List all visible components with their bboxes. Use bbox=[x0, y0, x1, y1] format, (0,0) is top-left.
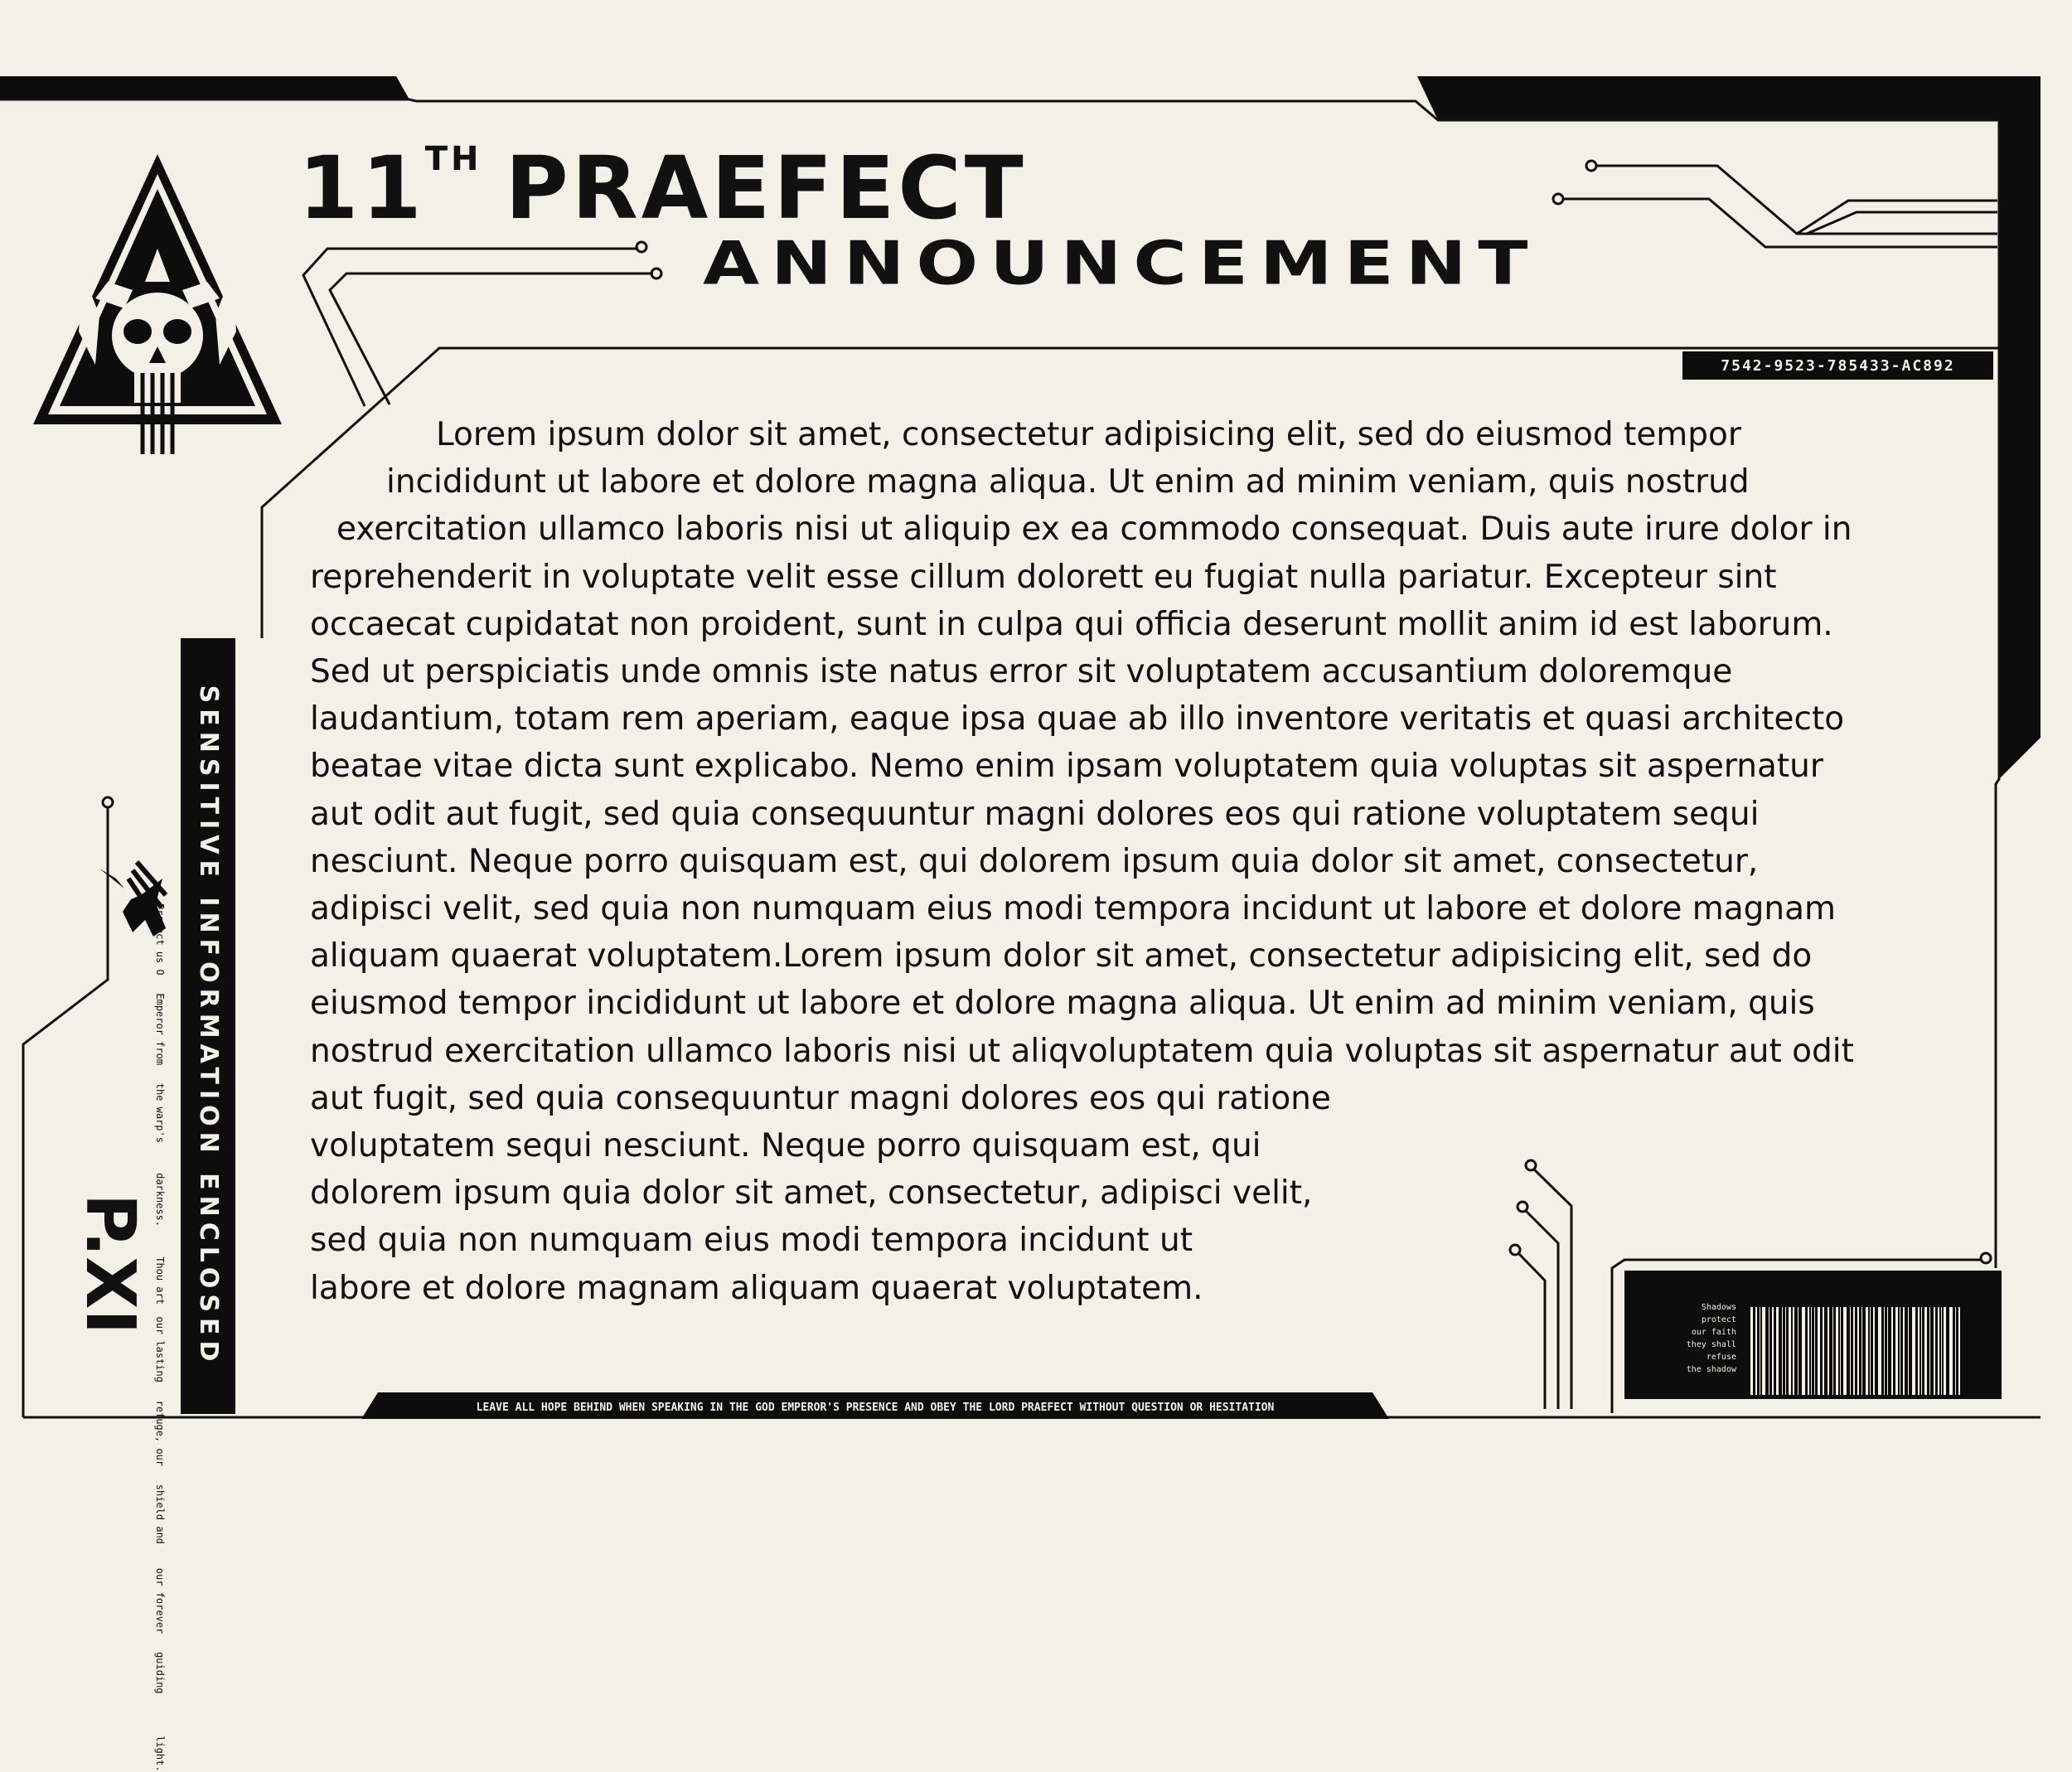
barcode-bar bbox=[1853, 1307, 1855, 1395]
barcode-bar bbox=[1861, 1307, 1862, 1395]
body-line: adipisci velit, sed quia non numquam eius modi tempora incidunt ut labore et dolore magnam bbox=[310, 890, 1837, 928]
body-line: nesciunt. Neque porro quisquam est, qui dolorem ipsum quia dolor sit amet, consectetur, bbox=[310, 842, 1759, 880]
barcode-bar bbox=[1789, 1307, 1791, 1395]
footer-strip-text: LEAVE ALL HOPE BEHIND WHEN SPEAKING IN THE GOD EMPEROR'S PRESENCE AND OBEY THE LORD PRAEFECT WITHOUT QUESTION OR HESITATION bbox=[476, 1401, 1275, 1414]
body-line: laudantium, totam rem aperiam, eaque ipsa quae ab illo inventore veritatis et quasi architecto bbox=[310, 700, 1845, 738]
barcode-bar bbox=[1918, 1307, 1920, 1395]
barcode-bar bbox=[1958, 1307, 1960, 1395]
body-line: nostrud exercitation ullamco laboris nisi ut aliqvoluptatem quia voluptas sit aspernatur aut odit bbox=[310, 1032, 1854, 1070]
barcode-bar bbox=[1955, 1307, 1956, 1395]
barcode-bar bbox=[1878, 1307, 1881, 1395]
body-line: voluptatem sequi nesciunt. Neque porro quisquam est, qui bbox=[310, 1127, 1261, 1165]
left-node bbox=[103, 797, 113, 807]
barcode-bar bbox=[1832, 1307, 1833, 1395]
barcode-bar bbox=[1929, 1307, 1930, 1395]
body-line: Lorem ipsum dolor sit amet, consectetur adipisicing elit, sed do eiusmod tempor bbox=[436, 416, 1741, 453]
barcode-bar bbox=[1782, 1307, 1783, 1395]
barcode-bar bbox=[1840, 1307, 1841, 1395]
barcode-bar bbox=[1891, 1307, 1893, 1395]
body-line: incididunt ut labore et dolore magna aliqua. Ut enim ad minim veniam, quis nostrud bbox=[386, 463, 1750, 501]
barcode-bar bbox=[1750, 1307, 1753, 1395]
barcode-bar bbox=[1921, 1307, 1922, 1395]
barcode bbox=[1747, 1307, 1964, 1395]
barcode-bar bbox=[1873, 1307, 1875, 1395]
body-line: aut odit aut fugit, sed quia consequuntur magni dolores eos qui ratione voluptatem sequi bbox=[310, 795, 1760, 833]
body-line: Sed ut perspiciatis unde omnis iste natus error sit voluptatem accusantium doloremque bbox=[310, 653, 1733, 691]
barcode-bar bbox=[1903, 1307, 1905, 1395]
title-line-2: ANNOUNCEMENT bbox=[703, 228, 1540, 298]
circuit-left-2 bbox=[330, 274, 653, 404]
title-number: 11 bbox=[298, 138, 425, 239]
barcode-bar bbox=[1843, 1307, 1847, 1395]
barcode-bar bbox=[1850, 1307, 1851, 1395]
side-prayer-note: Protect us O Emperor from the warp's darkness. Thou art our lasting refuge, our shield and our forever guiding light. bbox=[154, 903, 166, 1772]
body-line: beatae vitae dicta sunt explicabo. Nemo enim ipsam voluptatem quia voluptas sit aspernatur bbox=[310, 748, 1823, 786]
title-line-1 bbox=[298, 138, 1027, 239]
top-right-band bbox=[1417, 76, 2004, 120]
announcement-body bbox=[310, 411, 1959, 1312]
barcode-bar bbox=[1934, 1307, 1935, 1395]
vertical-banner-text: SENSITIVE INFORMATION ENCLOSED bbox=[194, 685, 223, 1368]
barcode-note: Shadows protect our faith they shall refuse the shadow bbox=[1686, 1303, 1736, 1374]
barcode-bar bbox=[1941, 1307, 1942, 1395]
barcode-bar bbox=[1772, 1307, 1774, 1395]
barcode-bar bbox=[1836, 1307, 1838, 1395]
barcode-bar bbox=[1755, 1307, 1757, 1395]
barcode-bar bbox=[1793, 1307, 1794, 1395]
right-frame-bar bbox=[1999, 76, 2041, 779]
reference-code: 7542-9523-785433-AC892 bbox=[1682, 351, 1993, 380]
barcode-bar bbox=[1944, 1307, 1946, 1395]
skull-emblem bbox=[33, 154, 282, 454]
body-line: exercitation ullamco laboris nisi ut aliquip ex ea commodo consequat. Duis aute irure dolor in bbox=[336, 511, 1852, 549]
title-word-praefect: PRAEFECT bbox=[505, 138, 1027, 239]
barcode-bar bbox=[1776, 1307, 1779, 1395]
barcode-bar bbox=[1814, 1307, 1815, 1395]
barcode-bar bbox=[1887, 1307, 1888, 1395]
body-line: labore et dolore magnam aliquam quaerat voluptatem. bbox=[310, 1269, 1203, 1307]
barcode-bar bbox=[1866, 1307, 1868, 1395]
barcode-bar bbox=[1808, 1307, 1809, 1395]
barcode-bar bbox=[1884, 1307, 1885, 1395]
barcode-bar bbox=[1938, 1307, 1939, 1395]
circuit-right-2 bbox=[1563, 199, 1997, 247]
body-line: eiusmod tempor incididunt ut labore et dolore magna aliqua. Ut enim ad minim veniam, quis bbox=[310, 985, 1815, 1023]
top-left-band bbox=[0, 76, 409, 99]
barcode-bar bbox=[1857, 1307, 1859, 1395]
barcode-bar bbox=[1870, 1307, 1871, 1395]
barcode-bar bbox=[1802, 1307, 1805, 1395]
title-superscript: TH bbox=[424, 140, 482, 178]
barcode-bar bbox=[1908, 1307, 1909, 1395]
body-line: reprehenderit in voluptate velit esse cillum dolorett eu fugiat nulla pariatur. Excepteur sint bbox=[310, 558, 1777, 596]
body-line: dolorem ipsum quia dolor sit amet, consectetur, adipisci velit, bbox=[310, 1174, 1313, 1213]
barcode-bar bbox=[1924, 1307, 1927, 1395]
body-line: sed quia non numquam eius modi tempora incidunt ut bbox=[310, 1222, 1193, 1260]
barcode-bar bbox=[1828, 1307, 1829, 1395]
barcode-bar bbox=[1895, 1307, 1898, 1395]
barcode-bar bbox=[1949, 1307, 1953, 1395]
right-frame-line bbox=[1996, 120, 1999, 1268]
barcode-bar bbox=[1912, 1307, 1915, 1395]
barcode-bar bbox=[1785, 1307, 1786, 1395]
barcode-bar bbox=[1818, 1307, 1820, 1395]
px-label: P.XI bbox=[70, 1193, 149, 1334]
barcode-bar bbox=[1811, 1307, 1812, 1395]
body-line: aliquam quaerat voluptatem.Lorem ipsum dolor sit amet, consectetur adipisicing elit, sed do bbox=[310, 937, 1813, 976]
body-line: aut fugit, sed quia consequuntur magni dolores eos qui ratione bbox=[310, 1079, 1331, 1117]
barcode-bar bbox=[1762, 1307, 1765, 1395]
body-line: occaecat cupidatat non proident, sunt in culpa qui officia deserunt mollit anim id est laborum. bbox=[310, 605, 1833, 643]
barcode-bar bbox=[1823, 1307, 1824, 1395]
